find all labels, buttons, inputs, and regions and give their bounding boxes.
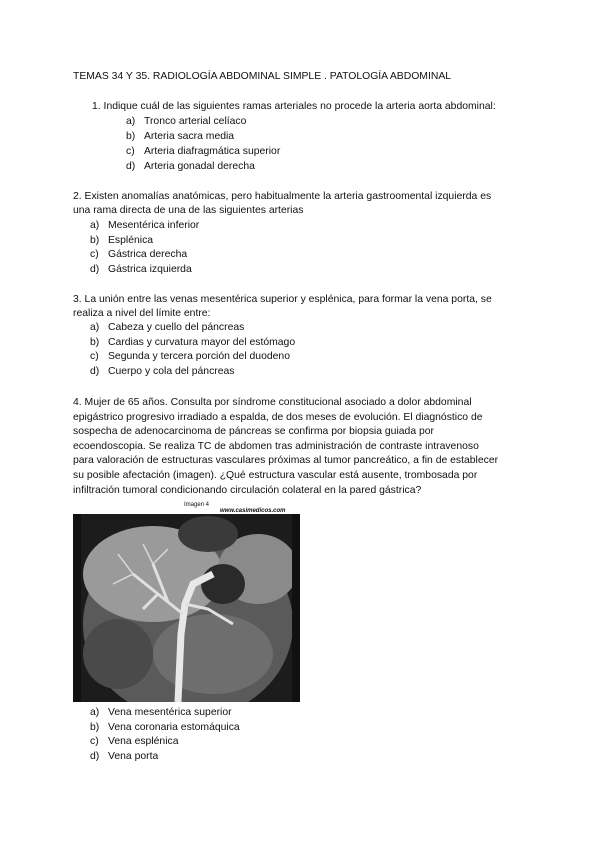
option-b [126, 130, 234, 144]
option-text: Vena coronaria estomáquica [108, 722, 240, 733]
question-text: 3. La unión entre las venas mesentérica superior y esplénica, para formar la vena porta, se [73, 294, 492, 305]
image-caption: Imagen 4 [184, 502, 210, 508]
option-letter: d) [90, 751, 100, 762]
document-title: TEMAS 34 Y 35. RADIOLOGÍA ABDOMINAL SIMPLE . PATOLOGÍA ABDOMINAL [73, 71, 452, 82]
option-text: Cardias y curvatura mayor del estómago [108, 337, 296, 348]
option-d [90, 750, 158, 764]
option-a [90, 321, 244, 335]
option-text: Arteria diafragmática superior [144, 146, 281, 157]
option-letter: a) [90, 322, 100, 333]
option-letter: d) [90, 264, 100, 275]
option-letter: c) [90, 736, 99, 747]
question-text: epigástrico progresivo irradiado a espalda, de dos meses de evolución. El diagnóstico de [73, 411, 483, 423]
question-text: 2. Existen anomalías anatómicas, pero habitualmente la arteria gastroomental izquierda es [73, 191, 492, 202]
option-text: Tronco arterial celíaco [144, 116, 247, 127]
question-text: su posible afectación (imagen). ¿Qué estructura vascular está ausente, trombosada por [73, 470, 478, 481]
option-letter: b) [90, 722, 100, 733]
question-text: para valoración de estructuras vasculares próximas al tumor pancreático, a fin de establecer [73, 455, 499, 467]
option-text: Vena esplénica [108, 736, 179, 747]
question-text: ecoendoscopia. Se realiza TC de abdomen tras administración de contraste intravenoso [73, 440, 479, 452]
question-text: sospecha de adenocarcinoma de páncreas se confirma por biopsia guiada por [73, 426, 435, 438]
option-a [90, 219, 199, 233]
option-letter: b) [90, 337, 100, 348]
option-letter: d) [90, 366, 100, 377]
option-letter: b) [126, 131, 136, 142]
option-text: Cabeza y cuello del páncreas [108, 322, 245, 333]
question-text: infiltración tumoral condicionando circulación colateral en la pared gástrica? [73, 484, 422, 496]
option-d [126, 160, 255, 174]
option-text: Mesentérica inferior [108, 220, 200, 231]
option-d [90, 365, 235, 379]
option-letter: a) [126, 116, 136, 127]
option-c [90, 735, 178, 749]
option-c [90, 248, 187, 262]
image-watermark: www.casimedicos.com [220, 508, 286, 514]
option-a [90, 706, 232, 720]
option-b [90, 721, 240, 735]
question-text: realiza a nivel del límite entre: [73, 308, 211, 319]
option-c [126, 145, 280, 159]
option-text: Arteria gonadal derecha [144, 161, 255, 172]
question-text: una rama directa de una de las siguientes arterias [73, 205, 304, 216]
option-letter: a) [90, 707, 100, 718]
option-text: Arteria sacra media [144, 131, 235, 142]
option-letter: a) [90, 220, 100, 231]
option-c [90, 350, 290, 364]
option-text: Cuerpo y cola del páncreas [108, 366, 235, 377]
option-letter: d) [126, 161, 136, 172]
option-letter: c) [90, 249, 99, 260]
question-text: 1. Indique cuál de las siguientes ramas arteriales no procede la arteria aorta abdominal: [92, 101, 496, 112]
option-b [90, 234, 153, 248]
option-b [90, 336, 295, 350]
option-text: Vena mesentérica superior [108, 707, 232, 718]
option-text: Gástrica derecha [108, 249, 188, 260]
ct-scan-graphic [73, 514, 300, 702]
option-letter: c) [90, 351, 99, 362]
ct-scan-image [73, 514, 300, 702]
option-text: Esplénica [108, 235, 154, 246]
option-text: Gástrica izquierda [108, 264, 192, 275]
option-letter: c) [126, 146, 135, 157]
question-text: 4. Mujer de 65 años. Consulta por síndrome constitucional asociado a dolor abdominal [73, 397, 472, 408]
option-text: Segunda y tercera porción del duodeno [108, 351, 290, 362]
option-text: Vena porta [108, 751, 159, 762]
option-letter: b) [90, 235, 100, 246]
option-d [90, 263, 192, 277]
option-a [126, 115, 246, 129]
